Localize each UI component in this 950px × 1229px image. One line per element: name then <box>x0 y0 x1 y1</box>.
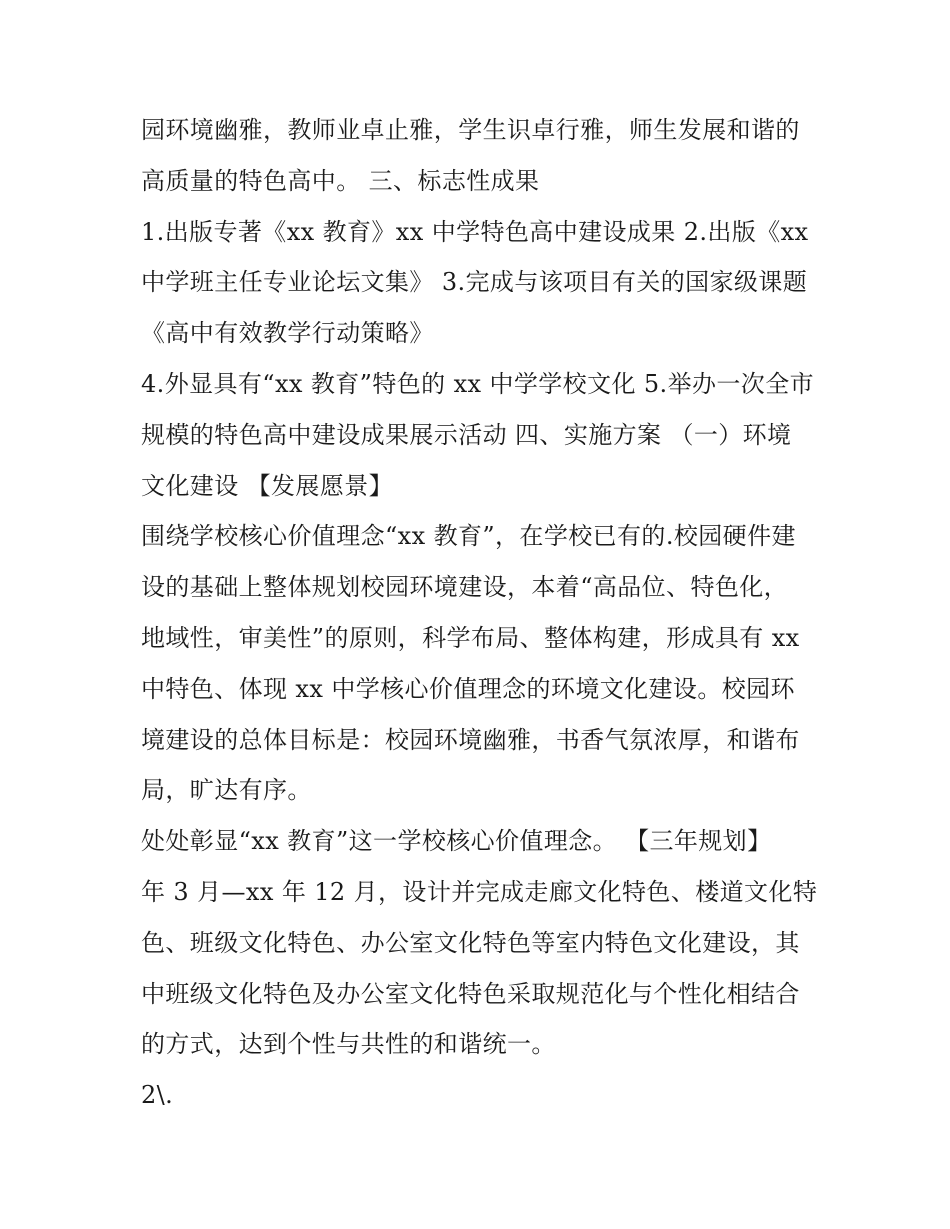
text-line: 1.出版专著《xx 教育》xx 中学特色高中建设成果 2.出版《xx <box>141 217 809 246</box>
text-line: 文化建设 【发展愿景】 <box>141 471 394 500</box>
text-line: 规模的特色高中建设成果展示活动 四、实施方案 （一）环境 <box>141 420 792 449</box>
text-line: 园环境幽雅，教师业卓止雅，学生识卓行雅，师生发展和谐的 <box>141 116 800 144</box>
text-line: 年 3 月—xx 年 12 月，设计并完成走廊文化特色、楼道文化特 <box>141 877 818 906</box>
text-line: 围绕学校核心价值理念“xx 教育”，在学校已有的.校园硬件建 <box>141 522 796 551</box>
text-line: 中特色、体现 xx 中学核心价值理念的环境文化建设。校园环 <box>141 674 795 703</box>
text-line: 中学班主任专业论坛文集》 3.完成与该项目有关的国家级课题 <box>141 268 808 297</box>
text-line: 《高中有效教学行动策略》 <box>141 319 434 348</box>
text-line: 地域性，审美性”的原则，科学布局、整体构建，形成具有 xx <box>141 623 800 652</box>
text-line: 高质量的特色高中。 三、标志性成果 <box>141 166 540 195</box>
text-line: 设的基础上整体规划校园环境建设，本着“高品位、特色化， <box>141 573 789 602</box>
text-line: 色、班级文化特色、办公室文化特色等室内特色文化建设，其 <box>141 928 800 957</box>
text-line: 的方式，达到个性与共性的和谐统一。 <box>141 1030 556 1059</box>
text-line: 境建设的总体目标是：校园环境幽雅，书香气氛浓厚，和谐布 <box>141 725 800 754</box>
text-line: 局，旷达有序。 <box>141 776 312 805</box>
text-line: 处处彰显“xx 教育”这一学校核心价值理念。 【三年规划】 <box>141 827 772 856</box>
text-line: 4.外显具有“xx 教育”特色的 xx 中学学校文化 5.举办一次全市 <box>141 369 814 398</box>
body-text <box>141 105 821 1121</box>
text-line: 中班级文化特色及办公室文化特色采取规范化与个性化相结合 <box>141 979 800 1008</box>
text-line: 2\. <box>141 1081 174 1110</box>
